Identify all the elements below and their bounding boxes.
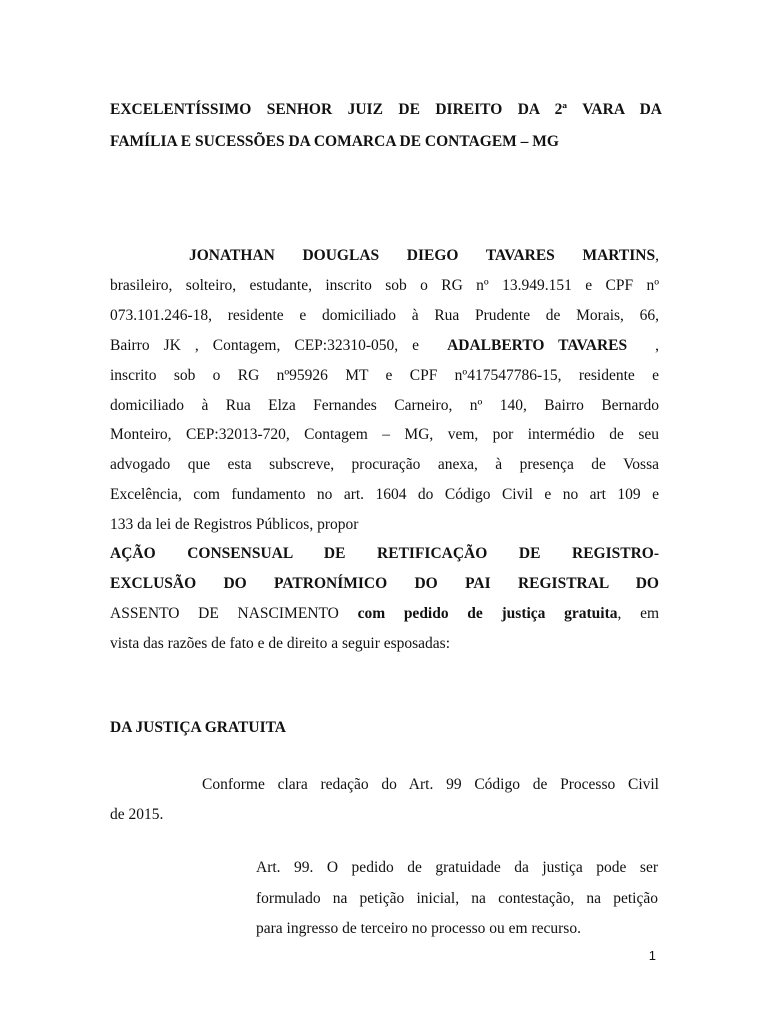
- parties-line-3: 073.101.246-18, residente e domiciliado à Rua Prudente de Morais, 66,: [110, 306, 659, 324]
- parties-line-6: domiciliado à Rua Elza Fernandes Carneiro, nº 140, Bairro Bernardo: [110, 396, 659, 414]
- page-number: 1: [648, 948, 656, 963]
- parties-line-5: inscrito sob o RG nº95926 MT e CPF nº417547786-15, residente e: [110, 366, 659, 384]
- parties-line-8: advogado que esta subscreve, procuração anexa, à presença de Vossa: [110, 456, 659, 474]
- quote-line-2: formulado na petição inicial, na contestação, na petição: [256, 889, 658, 907]
- action-line-3: [110, 599, 659, 629]
- quote-line-1: Art. 99. O pedido de gratuidade da justiça pode ser: [256, 859, 658, 876]
- parties-line-10: 133 da lei de Registros Públicos, propor: [110, 516, 359, 534]
- section-line-1: Conforme clara redação do Art. 99 Código de Processo Civil: [202, 776, 659, 793]
- action-line-1: AÇÃO CONSENSUAL DE RETIFICAÇÃO DE REGISTRO-: [110, 545, 659, 562]
- party-name-2: ADALBERTO TAVARES: [447, 336, 628, 354]
- section-title: DA JUSTIÇA GRATUITA: [110, 719, 286, 736]
- section-line-2: de 2015.: [110, 805, 164, 823]
- parties-line-4: [110, 331, 659, 361]
- parties-line-9: Excelência, com fundamento no art. 1604 do Código Civil e no art 109 e: [110, 486, 659, 504]
- parties-line-1: [110, 241, 659, 271]
- action-paragraph: [110, 539, 659, 659]
- heading-line-1: EXCELENTÍSSIMO SENHOR JUIZ DE DIREITO DA 2ª VARA DA: [110, 101, 662, 118]
- action-line-4: vista das razões de fato e de direito a seguir esposadas:: [110, 634, 451, 652]
- document-heading: [110, 94, 662, 158]
- action-line-3-bold: com pedido de justiça gratuita: [357, 604, 618, 622]
- action-line-3-post: , em: [617, 604, 660, 622]
- action-line-3-caps: ASSENTO DE NASCIMENTO: [110, 604, 339, 622]
- parties-paragraph: [110, 241, 659, 540]
- party-name-1-comma: ,: [655, 247, 659, 264]
- parties-line-7: Monteiro, CEP:32013-720, Contagem – MG, vem, por intermédio de seu: [110, 426, 659, 444]
- section-paragraph: [110, 770, 659, 830]
- parties-line-4-post: ,: [655, 336, 660, 354]
- legal-quote: [256, 853, 658, 945]
- heading-line-2: FAMÍLIA E SUCESSÕES DA COMARCA DE CONTAGEM – MG: [110, 133, 559, 150]
- quote-line-3: para ingresso de terceiro no processo ou em recurso.: [256, 920, 581, 937]
- action-line-2: EXCLUSÃO DO PATRONÍMICO DO PAI REGISTRAL DO: [110, 574, 659, 592]
- party-name-1: JONATHAN DOUGLAS DIEGO TAVARES MARTINS: [189, 247, 656, 264]
- parties-line-4-pre: Bairro JK , Contagem, CEP:32310-050, e: [110, 336, 420, 354]
- parties-line-2: brasileiro, solteiro, estudante, inscrito sob o RG nº 13.949.151 e CPF nº: [110, 276, 659, 294]
